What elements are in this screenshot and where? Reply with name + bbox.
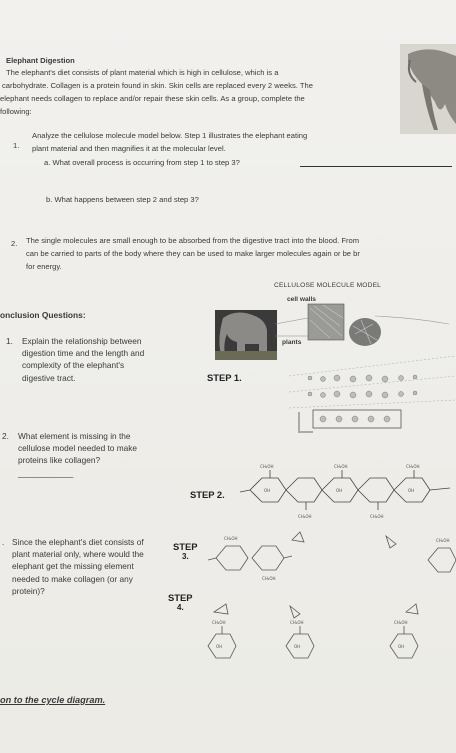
- step-1-label: STEP 1.: [207, 372, 242, 383]
- cell-walls-label: cell walls: [287, 296, 316, 303]
- elephant-photo: [400, 44, 456, 134]
- oh-label-2: OH: [336, 488, 343, 493]
- step-4-molecules: [200, 598, 456, 682]
- conclusion-q1-number: 1.: [6, 336, 13, 346]
- q2-line-2: can be carried to parts of the body where they can be used to make larger molecules again or be br: [26, 249, 360, 258]
- ch2oh-label-1: CH₂OH: [260, 464, 274, 469]
- cellulose-chain-diagram: [240, 462, 456, 524]
- step4-oh-1: OH: [216, 644, 223, 649]
- q1b-text: b. What happens between step 2 and step 3?: [46, 195, 199, 204]
- q2-number: 2.: [11, 239, 18, 248]
- ch2oh-label-3: CH₂OH: [406, 464, 420, 469]
- conclusion-q1-text: Explain the relationship between digestion time and the length and complexity of the elephant's digestive tract.: [22, 336, 145, 383]
- q1-line-2: plant material and then magnifies it at the molecular level.: [32, 144, 226, 153]
- q2-line-1: The single molecules are small enough to be absorbed from the digestive tract into the blood. From: [26, 236, 360, 245]
- step-2-label: STEP 2.: [190, 489, 225, 500]
- step-4-label-b: 4.: [177, 603, 184, 612]
- q1a-answer-line[interactable]: [300, 166, 452, 167]
- q1a-text: a. What overall process is occurring from step 1 to step 3?: [44, 158, 240, 167]
- page-title: Elephant Digestion: [6, 56, 75, 65]
- intro-line-4: following:: [0, 107, 32, 116]
- oh-label-3: OH: [408, 488, 415, 493]
- step-3-molecules: [200, 530, 456, 590]
- step4-ch2oh-3: CH₂OH: [394, 620, 408, 625]
- model-title: CELLULOSE MOLECULE MODEL: [274, 282, 382, 289]
- conclusion-q2-number: 2.: [2, 431, 9, 441]
- step3-ch2oh-2: CH₂OH: [262, 576, 276, 581]
- conclusion-q3-text: Since the elephant's diet consists of plant material only, where would the elephant get the missing element needed to make collagen (or any protein)?: [12, 537, 144, 596]
- intro-line-2: carbohydrate. Collagen is a protein found in skin. Skin cells are replaced every 2 weeks. The: [2, 81, 313, 90]
- step3-ch2oh-3: CH₂OH: [436, 538, 450, 543]
- step4-ch2oh-2: CH₂OH: [290, 620, 304, 625]
- plants-label: plants: [282, 339, 302, 346]
- cellulose-model-diagram: [215, 296, 455, 436]
- step-3-label-b: 3.: [182, 552, 189, 561]
- step3-ch2oh-1: CH₂OH: [224, 536, 238, 541]
- step-3-label-a: STEP: [173, 541, 198, 552]
- q2-line-3: for energy.: [26, 262, 62, 271]
- step4-oh-3: OH: [398, 644, 405, 649]
- q1-line-1: Analyze the cellulose molecule model below. Step 1 illustrates the elephant eating: [32, 131, 308, 140]
- step-4-label-a: STEP: [168, 592, 193, 603]
- footer-instruction: on to the cycle diagram.: [0, 695, 106, 705]
- conclusion-q3-number: .: [2, 537, 5, 547]
- step4-ch2oh-1: CH₂OH: [212, 620, 226, 625]
- ch2oh-label-4: CH₂OH: [298, 514, 312, 519]
- conclusion-q2-text: What element is missing in the cellulose model needed to make proteins like collagen? ____________: [18, 431, 137, 478]
- q1-number: 1.: [13, 141, 20, 150]
- intro-line-3: elephant needs collagen to replace and/or repair these skin cells. As a group, complete the: [0, 94, 305, 103]
- intro-line-1: The elephant's diet consists of plant material which is high in cellulose, which is a: [6, 68, 279, 77]
- step4-oh-2: OH: [294, 644, 301, 649]
- ch2oh-label-2: CH₂OH: [334, 464, 348, 469]
- ch2oh-label-5: CH₂OH: [370, 514, 384, 519]
- oh-label-1: OH: [264, 488, 271, 493]
- conclusion-heading: onclusion Questions:: [0, 310, 86, 320]
